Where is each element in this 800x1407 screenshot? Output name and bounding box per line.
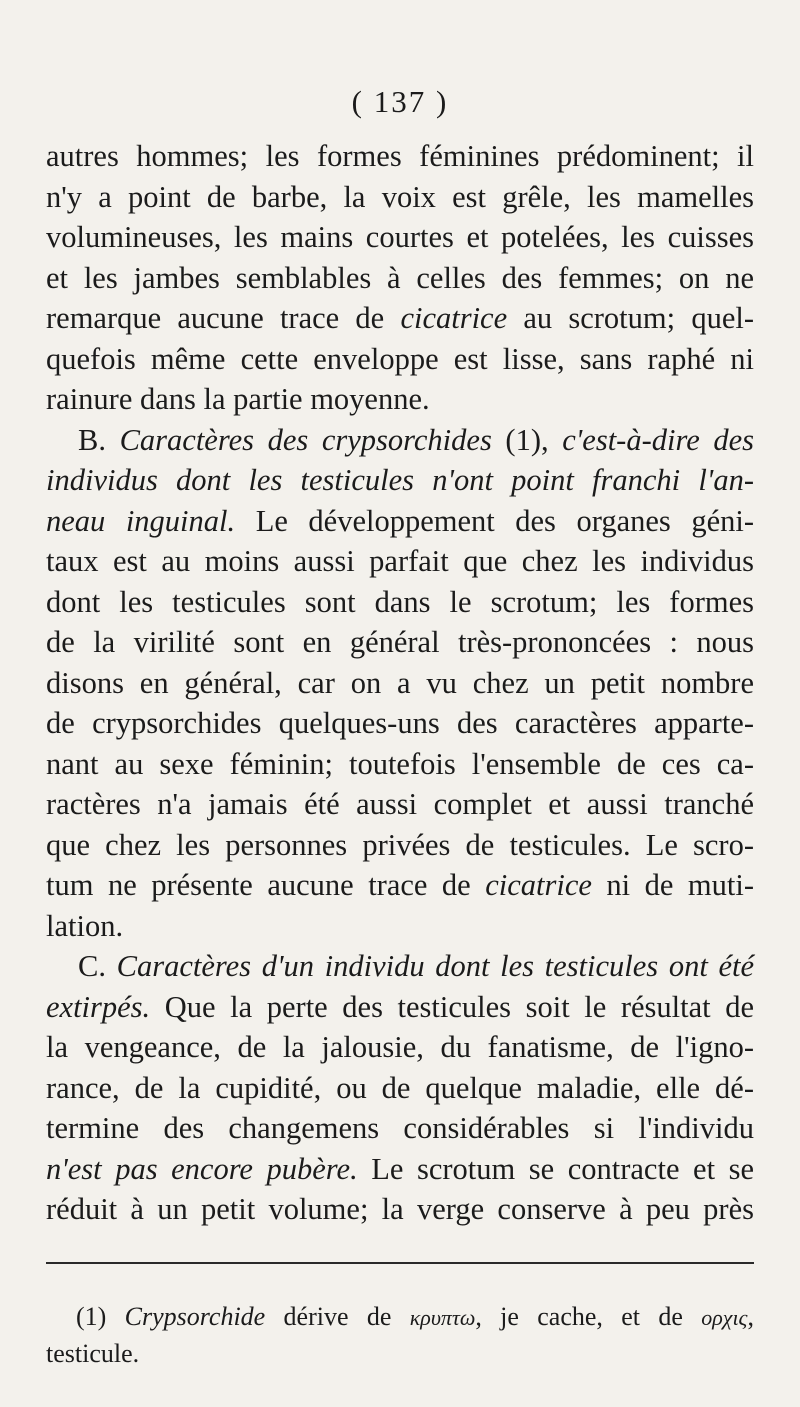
text-line: taux est au moins aussi parfait que chez les individus — [46, 544, 754, 578]
text-line: de crypsorchides quelques-uns des caractères apparte- — [46, 706, 754, 740]
section-heading: extirpés. — [46, 989, 151, 1024]
text-span: Que la perte des testicules soit le résultat de — [150, 989, 754, 1024]
text-line: autres hommes; les formes féminines prédominent; il — [46, 139, 754, 173]
text-line: n'y a point de barbe, la voix est grêle, les mamelles — [46, 179, 754, 214]
section-heading: c'est-à-dire des — [562, 422, 754, 457]
section-letter: B. — [78, 422, 120, 457]
text-line: disons en général, car on a vu chez un petit nombre — [46, 665, 754, 700]
text-line — [46, 865, 754, 906]
text-line — [46, 1149, 754, 1190]
section-letter: C. — [78, 949, 117, 983]
text-line: la vengeance, de la jalousie, du fanatisme, de l'igno- — [46, 1030, 754, 1064]
text-line: rance, de la cupidité, ou de quelque maladie, elle dé- — [46, 1070, 754, 1105]
footnote-line: testicule. — [46, 1339, 140, 1368]
text-span: remarque aucune trace de — [46, 301, 401, 335]
text-line — [46, 987, 754, 1028]
text-span: ni de muti- — [591, 868, 754, 902]
italic-term: cicatrice — [400, 301, 508, 335]
text-span: dérive de — [265, 1302, 410, 1331]
footnote-rule — [46, 1262, 754, 1264]
text-line — [46, 501, 754, 542]
text-line: termine des changemens considérables si l'individu — [46, 1111, 754, 1145]
text-span: , je cache, et de — [475, 1302, 702, 1331]
footnote-ref: (1), — [491, 422, 563, 457]
footnote — [46, 1298, 754, 1372]
text-line: rainure dans la partie moyenne. — [46, 382, 430, 416]
page-number: ( 137 ) — [351, 84, 449, 119]
section-heading: neau inguinal. — [46, 503, 236, 538]
section-heading: Caractères d'un individu dont les testicules ont été — [116, 949, 755, 983]
text-line: réduit à un petit volume; la verge conserve à peu près — [46, 1192, 754, 1226]
text-line — [46, 298, 754, 339]
italic-term: n'est pas encore pubère. — [46, 1151, 358, 1186]
main-text — [46, 136, 754, 1230]
text-line — [46, 460, 754, 501]
text-line: quefois même cette enveloppe est lisse, sans raphé ni — [46, 341, 754, 376]
text-line — [46, 946, 754, 987]
text-line: lation. — [46, 908, 124, 943]
italic-term: cicatrice — [485, 868, 592, 902]
text-span: au scrotum; quel- — [507, 301, 754, 335]
text-line: et les jambes semblables à celles des femmes; on ne — [46, 260, 754, 295]
text-line: que chez les personnes privées de testicules. Le scro- — [46, 827, 754, 862]
footnote-marker: (1) — [76, 1302, 125, 1331]
italic-term: Crypsorchide — [124, 1302, 266, 1331]
text-line: ractères n'a jamais été aussi complet et aussi tranché — [46, 787, 754, 821]
greek-word: ορχις — [701, 1305, 748, 1330]
text-line — [46, 420, 754, 461]
text-span: Le développement des organes géni- — [235, 503, 754, 538]
section-heading: individus dont les testicules n'ont point franchi l'an- — [46, 463, 754, 497]
footnote-line — [46, 1298, 754, 1335]
text-line: dont les testicules sont dans le scrotum; les formes — [46, 584, 754, 619]
text-span: tum ne présente aucune trace de — [46, 868, 486, 902]
section-heading: Caractères des crypsorchides — [119, 422, 492, 457]
text-line: de la virilité sont en général très-prononcées : nous — [46, 625, 754, 659]
text-span: Le scrotum se contracte et se — [357, 1151, 754, 1186]
text-span: , — [747, 1302, 754, 1331]
text-line: nant au sexe féminin; toutefois l'ensemble de ces ca- — [46, 746, 754, 781]
text-line: volumineuses, les mains courtes et potelées, les cuisses — [46, 220, 754, 254]
greek-word: κρυπτω — [409, 1305, 476, 1330]
